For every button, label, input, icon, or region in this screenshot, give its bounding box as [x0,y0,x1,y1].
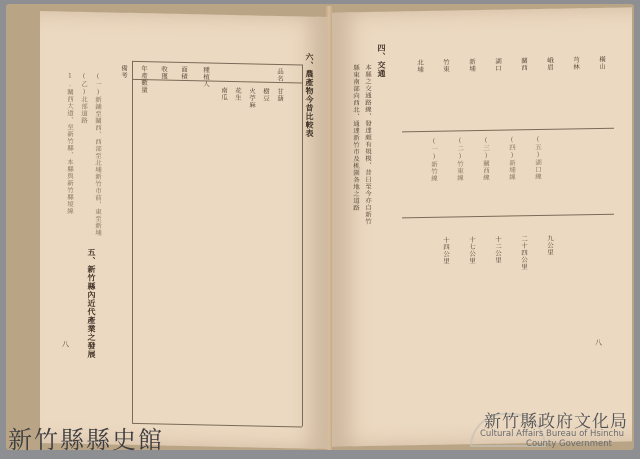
route-2: (二)竹東線 [456,136,464,182]
left-page-number: 八 [62,340,69,349]
place-3: 新埔 [468,58,476,73]
right-table-rule-1 [402,128,614,133]
section-5-heading: 五、新竹縣內近代產業之發展 [87,247,97,359]
distance-2: 十七公里 [468,236,476,265]
header-shouhuo: 收獲 [160,65,168,80]
header-beikao: 備考 [120,64,128,79]
distance-5: 九公里 [546,234,554,256]
county-history-signature: 新竹縣縣史館 [8,426,164,454]
note-column-a: (一)新鋪至關西、西部至北埔新竹市前、東至新埔 [94,72,102,237]
right-table-rule-2 [402,214,614,219]
header-nianchan: 年產數量 [140,65,148,94]
left-page [40,11,328,449]
distance-1: 十四公里 [442,236,450,265]
place-1: 北埔 [416,59,424,74]
row-label-5: 南瓜 [220,86,228,101]
header-zhongzhi: 種植人 [202,66,210,88]
place-2: 竹東 [442,58,450,73]
table-top-rule [132,61,302,66]
route-1: (一)新竹線 [430,136,438,182]
route-5: (五)湖口線 [534,134,542,181]
place-4: 湖口 [494,57,502,72]
open-book [6,4,634,450]
row-label-3: 火苧麻 [248,87,256,109]
header-mianji: 面積 [180,65,188,81]
cultural-affairs-logo [470,405,634,451]
place-6: 峨眉 [546,56,554,71]
distance-4: 二十四公里 [520,235,528,271]
logo-english-line-2: County Government [526,439,612,449]
row-label-4: 花生 [234,87,242,102]
logo-chinese-name: 新竹縣政府文化局 [484,412,628,432]
intro-line-1: 本縣之交通路線、發達頗有規模、昔日至今亦自新竹 [364,63,372,226]
table-right-rule [302,64,303,426]
table-left-rule [132,61,133,423]
row-label-2: 樹豆 [262,87,270,102]
note-column-b: (乙)北部道路 [80,71,88,124]
row-label-1: 甘藷 [276,87,284,103]
right-page [332,7,632,446]
distance-3: 十二公里 [494,235,502,264]
place-7: 芎林 [572,56,580,71]
table-title: 六、農產物今昔比較表 [305,52,315,138]
section-4-heading: 四、交通 [377,43,387,78]
place-8: 橫山 [598,55,606,70]
right-page-number: 八 [595,338,602,348]
header-pinming: 品名 [276,67,284,83]
route-4: (四)新埔線 [508,135,516,181]
route-3: (三)關西線 [482,135,490,181]
intro-line-2: 縣東南部向西北、通達新竹市及桃園各地之道路 [352,64,360,212]
logo-english-line-1: Cultural Affairs Bureau of Hsinchu [479,429,624,439]
place-5: 關西 [520,57,528,72]
note-column-c: 1.關西大道、至新竹縣、本縣與新竹縣境線 [66,71,74,215]
